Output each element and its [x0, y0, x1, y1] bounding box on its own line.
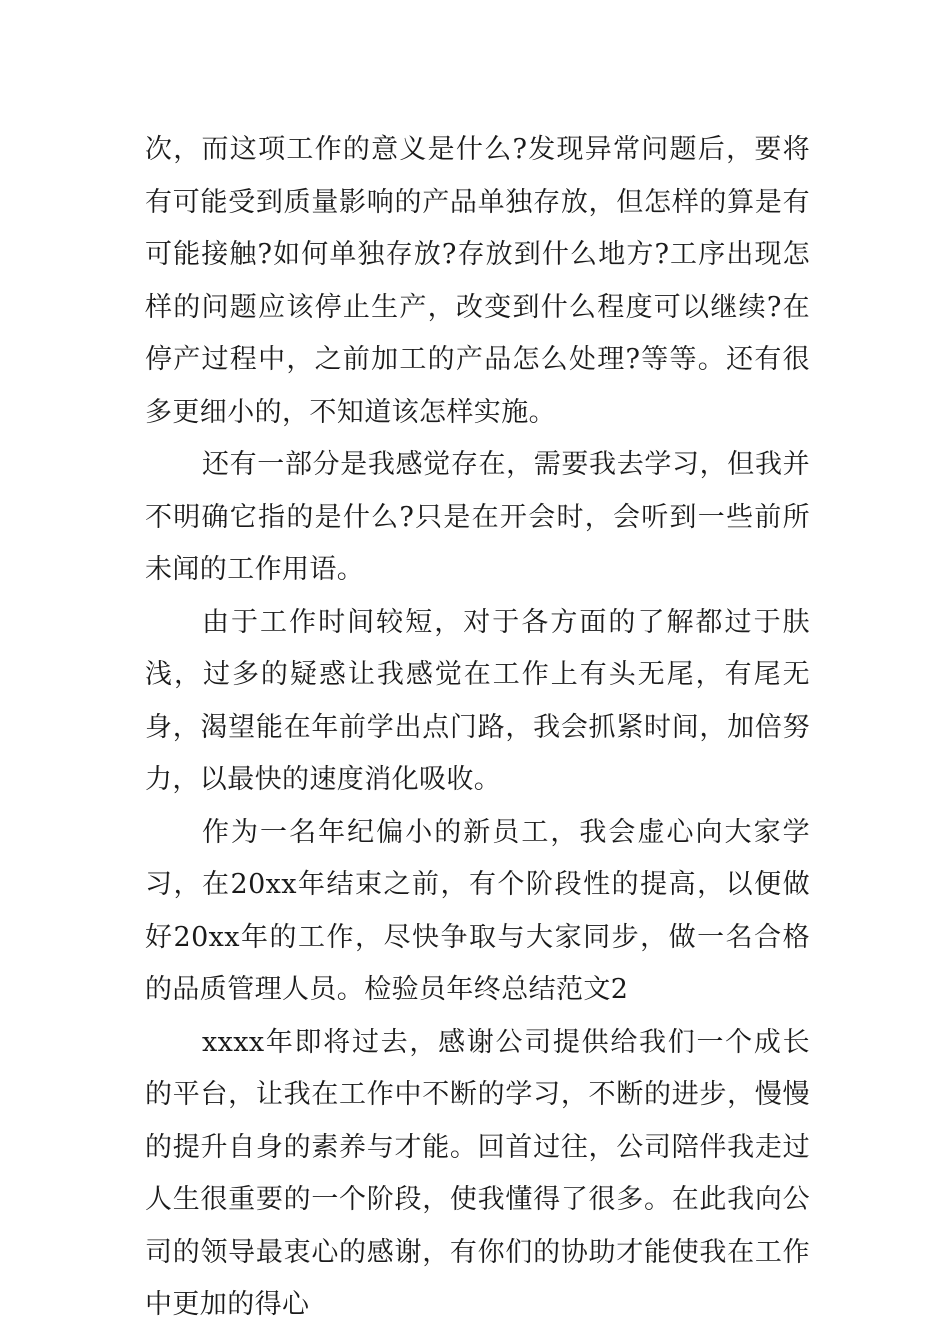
- paragraph: 由于工作时间较短，对于各方面的了解都过于肤浅，过多的疑惑让我感觉在工作上有头无尾，有尾无身，渴望能在年前学出点门路，我会抓紧时间，加倍努力，以最快的速度消化吸收。: [145, 606, 810, 795]
- paragraph-continuation: 次，而这项工作的意义是什么?发现异常问题后，要将有可能受到质量影响的产品单独存放，但怎样的算是有可能接触?如何单独存放?存放到什么地方?工序出现怎样的问题应该停止生产，改变到什么程度可以继续?在停产过程中，之前加工的产品怎么处理?等等。还有很多更细小的，不知道该怎样实施。: [145, 134, 810, 428]
- document-body: [145, 124, 810, 1332]
- paragraph: xxxx年即将过去，感谢公司提供给我们一个成长的平台，让我在工作中不断的学习，不断的进步，慢慢的提升自身的素养与才能。回首过往，公司陪伴我走过人生很重要的一个阶段，使我懂得了很多。在此我向公司的领导最衷心的感谢，有你们的协助才能使我在工作中更加的得心: [145, 1026, 810, 1320]
- paragraph: 还有一部分是我感觉存在，需要我去学习，但我并不明确它指的是什么?只是在开会时，会听到一些前所未闻的工作用语。: [145, 449, 810, 585]
- paragraph: 作为一名年纪偏小的新员工，我会虚心向大家学习，在20xx年结束之前，有个阶段性的提高，以便做好20xx年的工作，尽快争取与大家同步，做一名合格的品质管理人员。检验员年终总结范文2: [145, 816, 810, 1005]
